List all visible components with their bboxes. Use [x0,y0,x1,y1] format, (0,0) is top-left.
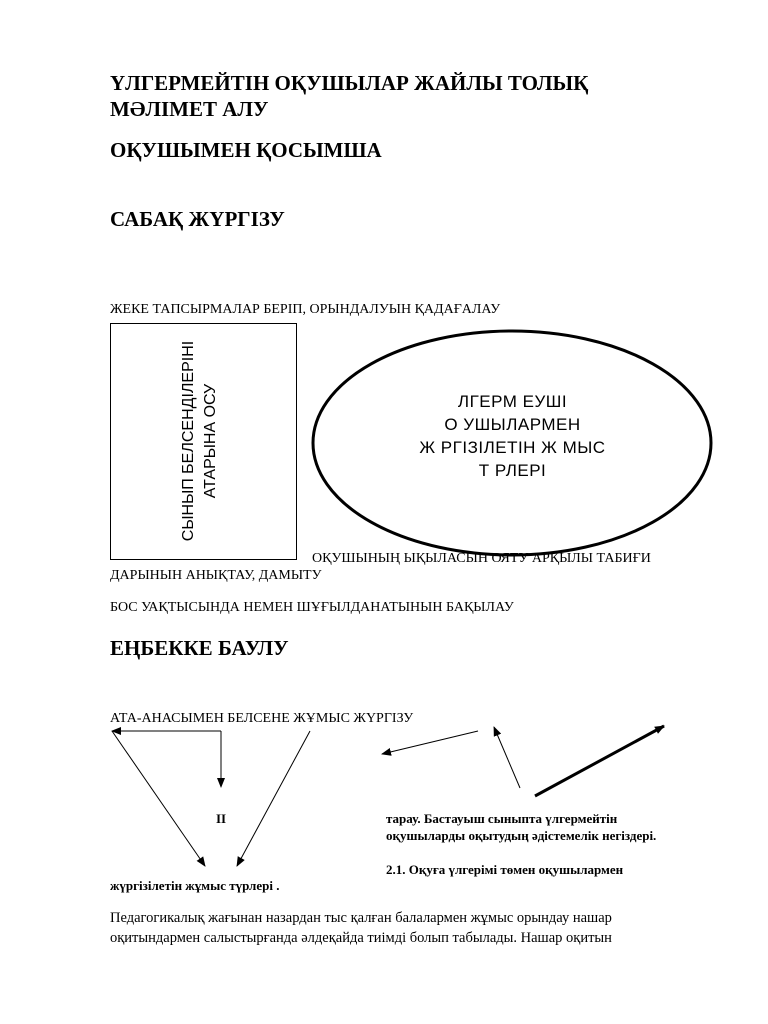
heading-extra-lesson: ОҚУШЫМЕН ҚОСЫМША [110,138,382,162]
paragraph-line2: оқитындармен салыстырғанда әлдеқайда тиімді болып табылады. Нашар оқитын [110,930,612,946]
interest-text-line2: ДАРЫНЫН АНЫҚТАУ, ДАМЫТУ [110,568,322,583]
heading-labor: ЕҢБЕККЕ БАУЛУ [110,636,289,660]
ellipse-text-line3: Ж РГІЗІЛЕТІН Ж МЫС [419,438,606,457]
main-title-line1: ҮЛГЕРМЕЙТІН ОҚУШЫЛАР ЖАЙЛЫ ТОЛЫҚ [110,71,589,95]
arrow-to-left [382,731,478,754]
ellipse-text [380,390,645,482]
free-time-text: БОС УАҚТЫСЫНДА НЕМЕН ШҰҒЫЛДАНАТЫНЫН БАҚЫЛАУ [110,600,514,615]
individual-tasks-text: ЖЕКЕ ТАПСЫРМАЛАР БЕРІП, ОРЫНДАЛУЫН ҚАДАҒАЛАУ [110,302,501,317]
subsection-title-line2: жүргізілетін жұмыс түрлері . [110,878,280,893]
ellipse-text-line1: ЛГЕРМ ЕУШІ [457,392,568,411]
ellipse-text-line2: О УШЫЛАРМЕН [444,415,581,434]
ellipse-text-line4: Т РЛЕРІ [478,461,547,480]
heading-conduct-lesson: САБАҚ ЖҮРГІЗУ [110,207,285,231]
section-title-line1: тарау. Бастауыш сыныпта үлгермейтін [386,811,618,826]
arrow-bold-up-right [535,726,664,796]
section-title-line2: оқушыларды оқытудың әдістемелік негіздері. [386,828,657,843]
paragraph-line1: Педагогикалық жағынан назардан тыс қалған балалармен жұмыс орындау нашар [110,910,612,926]
subsection-title-line1: 2.1. Оқуға үлгерімі төмен оқушылармен [386,862,624,877]
arrow-diag-right [237,731,310,866]
arrow-up [494,727,520,788]
box-text-line2: АТАРЫНА ОСУ [202,383,219,499]
section-numeral: ІІ [216,811,227,826]
box-rotated-text [170,311,230,571]
parents-text: АТА-АНАСЫМЕН БЕЛСЕНЕ ЖҰМЫС ЖҮРГІЗУ [110,711,414,726]
main-title-line2: МӘЛІМЕТ АЛУ [110,97,269,121]
interest-text-line1: ОҚУШЫНЫҢ ЫҚЫЛАСЫН ОЯТУ АРҚЫЛЫ ТАБИҒИ [312,551,651,566]
main-title [110,70,710,122]
box-text-line1: СЫНЫП БЕЛСЕНДІЛЕРІНІ [180,340,197,542]
arrow-diag-left [112,731,205,866]
